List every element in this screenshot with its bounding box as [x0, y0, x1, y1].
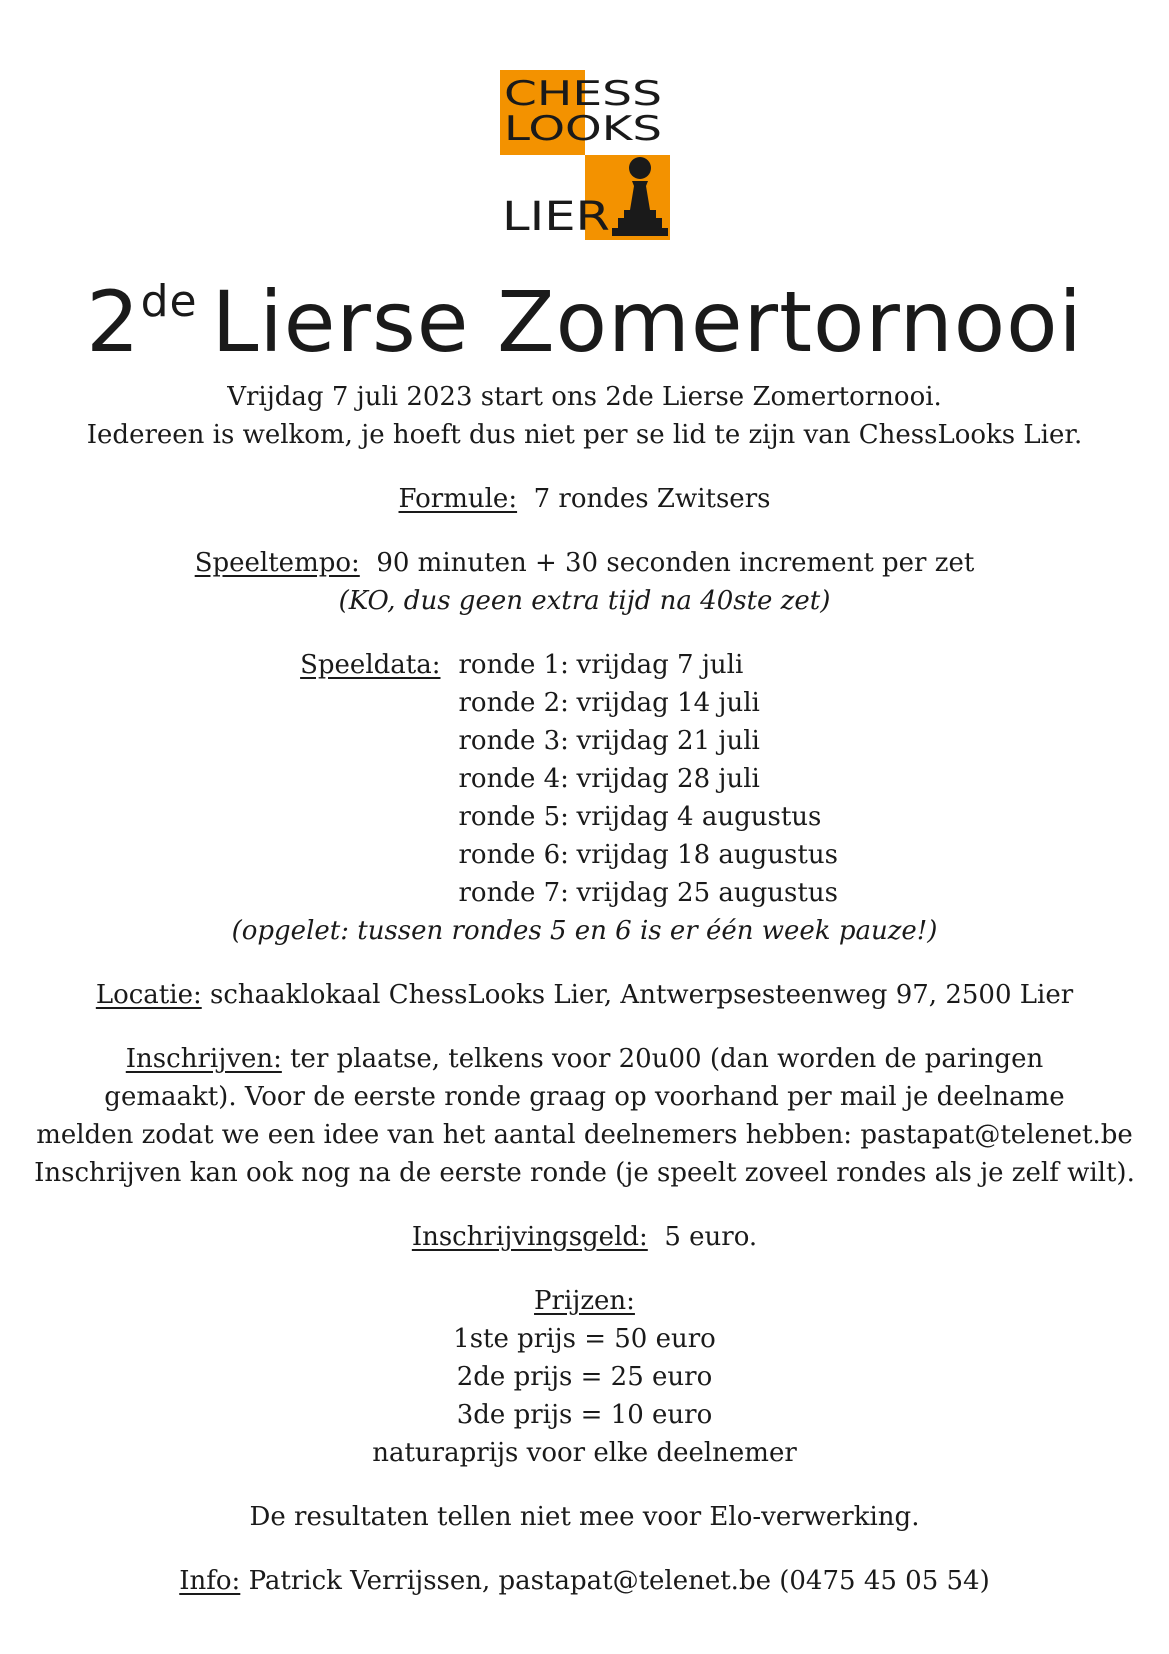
logo-text-chess: CHESS — [504, 74, 662, 114]
round-name: ronde 1: — [458, 650, 569, 680]
round-row — [459, 646, 879, 684]
inschrijven-line-3: melden zodat we een idee van het aantal deelnemers hebben: pastapat@telenet.be — [36, 1120, 1133, 1150]
round-date: vrijdag 4 augustus — [576, 802, 822, 832]
intro-line-1: Vrijdag 7 juli 2023 start ons 2de Lierse Zomertornooi. — [227, 382, 942, 412]
round-date: vrijdag 21 juli — [576, 726, 760, 756]
inschrijven-line-2: gemaakt). Voor de eerste ronde graag op voorhand per mail je deelname — [104, 1082, 1065, 1112]
title-number: 2 — [86, 273, 141, 371]
info — [0, 1562, 1169, 1600]
prize-item: 3de prijs = 10 euro — [456, 1400, 713, 1430]
prize-item: naturaprijs voor elke deelnemer — [372, 1438, 797, 1468]
speeltempo-label: Speeltempo: — [194, 548, 360, 578]
prijzen-label: Prijzen: — [534, 1286, 635, 1316]
round-row — [459, 874, 879, 912]
formule-label: Formule: — [398, 484, 518, 514]
prize-item: 2de prijs = 25 euro — [456, 1362, 713, 1392]
round-date: vrijdag 25 augustus — [576, 878, 838, 908]
speeltempo — [0, 544, 1169, 620]
round-name: ronde 4: — [458, 764, 569, 794]
locatie-value: schaaklokaal ChessLooks Lier, Antwerpsesteenweg 97, 2500 Lier — [210, 980, 1074, 1010]
formule — [0, 480, 1169, 518]
speeltempo-note: (KO, dus geen extra tijd na 40ste zet) — [338, 586, 831, 616]
round-name: ronde 6: — [458, 840, 569, 870]
round-row — [459, 760, 879, 798]
inschrijvingsgeld-value: 5 euro. — [664, 1222, 758, 1252]
inschrijvingsgeld-label: Inschrijvingsgeld: — [411, 1222, 648, 1252]
flyer-content — [0, 378, 1169, 1626]
speeltempo-value: 90 minuten + 30 seconden increment per zet — [376, 548, 975, 578]
speeldata-note: (opgelet: tussen rondes 5 en 6 is er één week pauze!) — [231, 916, 938, 946]
speeldata-label: Speeldata: — [300, 650, 441, 680]
intro — [0, 378, 1169, 454]
round-date: vrijdag 18 augustus — [576, 840, 838, 870]
elo-note: De resultaten tellen niet mee voor Elo-verwerking. — [249, 1502, 920, 1532]
inschrijven — [0, 1040, 1169, 1192]
inschrijven-label: Inschrijven: — [125, 1044, 282, 1074]
round-row — [459, 798, 879, 836]
page-title — [0, 258, 1169, 372]
locatie-label: Locatie: — [95, 980, 202, 1010]
locatie — [0, 976, 1169, 1014]
inschrijven-line-4: Inschrijven kan ook nog na de eerste ronde (je speelt zoveel rondes als je zelf wilt). — [34, 1158, 1135, 1188]
prize-item: 1ste prijs = 50 euro — [453, 1324, 716, 1354]
rounds-list — [459, 646, 879, 912]
formule-value: 7 rondes Zwitsers — [533, 484, 771, 514]
title-text: Lierse Zomertornooi — [211, 273, 1083, 371]
round-date: vrijdag 28 juli — [576, 764, 760, 794]
title-suffix: de — [140, 276, 198, 327]
intro-line-2: Iedereen is welkom, je hoeft dus niet per se lid te zijn van ChessLooks Lier. — [86, 420, 1083, 450]
round-date: vrijdag 14 juli — [576, 688, 760, 718]
logo-text-looks: LOOKS — [504, 109, 662, 149]
round-row — [459, 722, 879, 760]
info-label: Info: — [179, 1566, 241, 1596]
round-name: ronde 5: — [458, 802, 569, 832]
round-date: vrijdag 7 juli — [576, 650, 744, 680]
info-value: Patrick Verrijssen, pastapat@telenet.be (0475 45 05 54) — [248, 1566, 990, 1596]
round-row — [459, 836, 879, 874]
logo-text-lier: LIER — [502, 194, 610, 240]
prijzen — [0, 1282, 1169, 1472]
round-name: ronde 3: — [458, 726, 569, 756]
inschrijvingsgeld — [0, 1218, 1169, 1256]
round-name: ronde 2: — [458, 688, 569, 718]
chesslooks-lier-logo — [500, 70, 670, 240]
round-name: ronde 7: — [458, 878, 569, 908]
speeldata — [0, 646, 1169, 950]
inschrijven-line-1: ter plaatse, telkens voor 20u00 (dan worden de paringen — [290, 1044, 1044, 1074]
round-row — [459, 684, 879, 722]
